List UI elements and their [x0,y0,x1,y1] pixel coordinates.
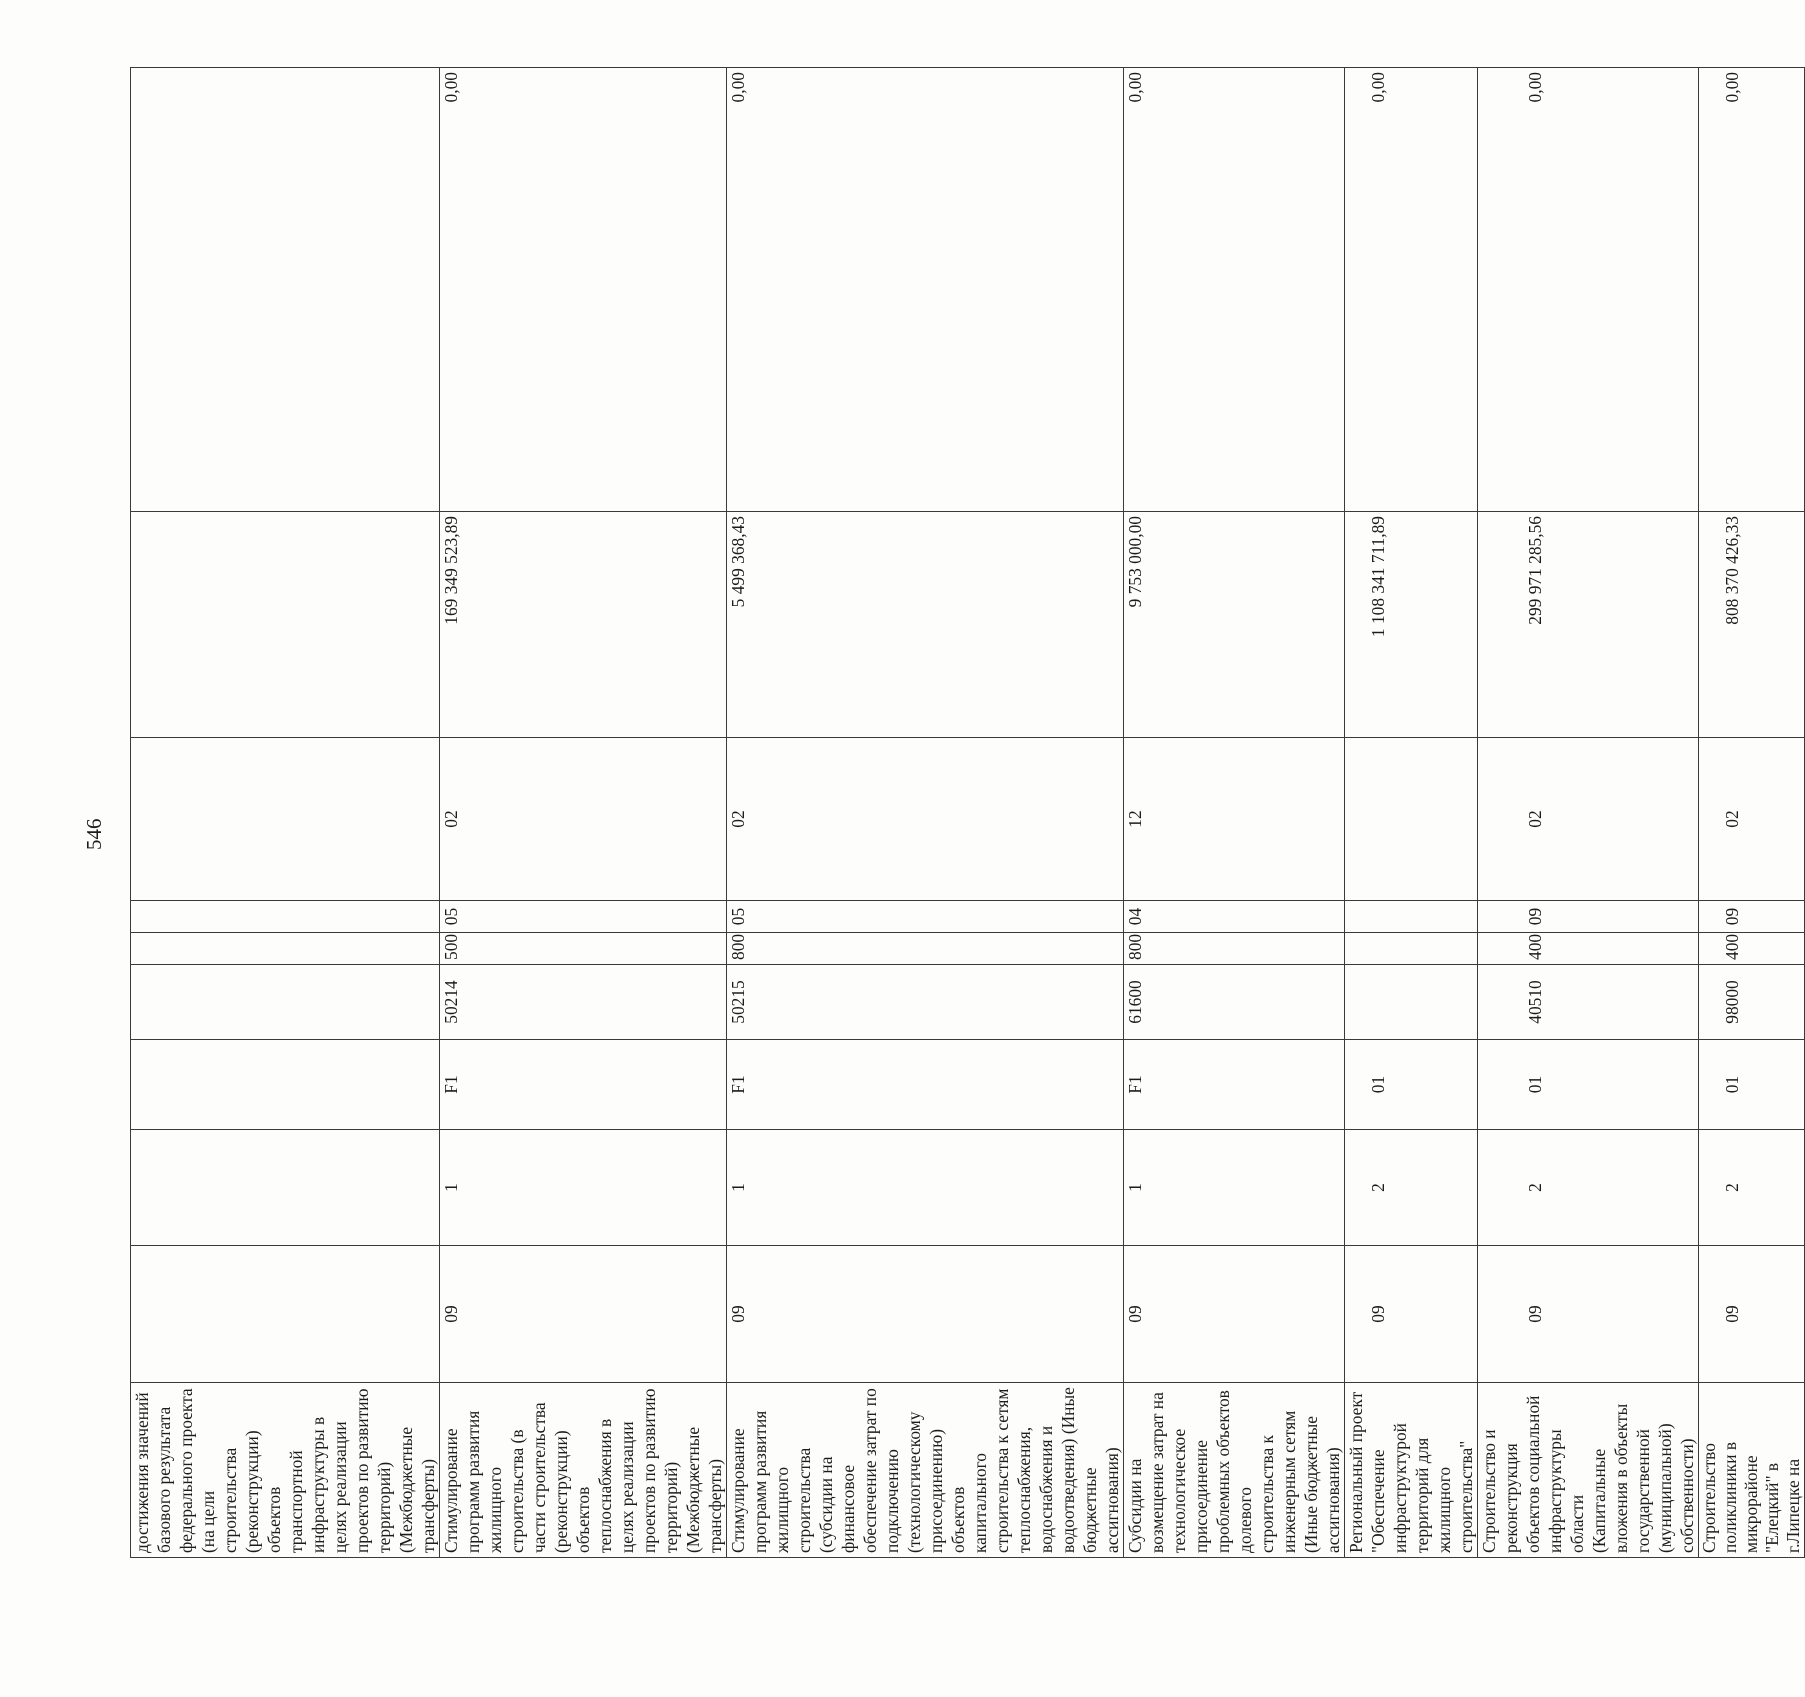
code-subprogram: 2 [1345,1130,1478,1246]
amount-main [131,512,440,738]
code-direction: 50215 [727,965,1124,1040]
code-program: 09 [1478,1246,1699,1383]
code-direction: 61600 [1124,965,1345,1040]
row-description: Строительство поликлиники в микрорайоне "Елецкий" в г.Липецке на [1699,1383,1805,1558]
amount-second: 0,00 [1124,68,1345,512]
amount-main: 169 349 523,89 [440,512,727,738]
code-program: 09 [1345,1246,1478,1383]
code-subsection: 12 [1124,738,1345,901]
code-expense-type: 400 [1478,933,1699,965]
code-program [131,1246,440,1383]
code-subsection: 02 [440,738,727,901]
code-subprogram: 1 [727,1130,1124,1246]
code-project: F1 [440,1040,727,1130]
table-row [1478,68,1699,1558]
table-row [727,68,1124,1558]
code-section: 09 [1478,901,1699,933]
code-direction [1345,965,1478,1040]
code-subprogram: 2 [1478,1130,1699,1246]
amount-second: 0,00 [1699,68,1805,512]
code-section: 05 [727,901,1124,933]
code-expense-type: 500 [440,933,727,965]
code-subsection: 02 [1478,738,1699,901]
row-description: Строительство и реконструкция объектов социальной инфраструктуры области (Капитальные вложения в объекты государственной (муниципальной) собственности) [1478,1383,1699,1558]
amount-second: 0,00 [440,68,727,512]
amount-second [131,68,440,512]
table-row [1124,68,1345,1558]
code-subprogram: 2 [1699,1130,1805,1246]
code-section [1345,901,1478,933]
code-program: 09 [1699,1246,1805,1383]
page-number: 546 [82,818,106,850]
code-subsection: 02 [727,738,1124,901]
code-program: 09 [727,1246,1124,1383]
code-expense-type: 800 [1124,933,1345,965]
code-project [131,1040,440,1130]
code-subprogram: 1 [1124,1130,1345,1246]
code-section: 04 [1124,901,1345,933]
code-section: 05 [440,901,727,933]
amount-second: 0,00 [1478,68,1699,512]
code-section: 09 [1699,901,1805,933]
code-subsection: 02 [1699,738,1805,901]
code-subprogram [131,1130,440,1246]
row-description: Стимулирование программ развития жилищного строительства (в части строительства (реконструкции) объектов теплоснабжения в целях реализации проектов по развитию территорий) (Межбюджетные трансферты) [440,1383,727,1558]
amount-main: 9 753 000,00 [1124,512,1345,738]
code-project: F1 [727,1040,1124,1130]
code-direction: 98000 [1699,965,1805,1040]
code-project: 01 [1478,1040,1699,1130]
code-direction: 50214 [440,965,727,1040]
amount-main: 299 971 285,56 [1478,512,1699,738]
table-row [1699,68,1805,1558]
code-expense-type: 800 [727,933,1124,965]
table-row [440,68,727,1558]
table-row [1345,68,1478,1558]
code-subsection [131,738,440,901]
row-description: Региональный проект "Обеспечение инфраструктурой территорий для жилищного строительства" [1345,1383,1478,1558]
code-subprogram: 1 [440,1130,727,1246]
code-project: 01 [1699,1040,1805,1130]
code-expense-type [1345,933,1478,965]
amount-main: 5 499 368,43 [727,512,1124,738]
code-program: 09 [1124,1246,1345,1383]
budget-table-rotated [130,68,1803,1558]
code-project: 01 [1345,1040,1478,1130]
row-description: Стимулирование программ развития жилищного строительства (субсидии на финансовое обеспечение затрат по подключению (технологическому присоединению) объектов капитального строительства к сетям теплоснабжения, водоснабжения и водоотведения) (Иные бюджетные ассигнования) [727,1383,1124,1558]
row-description: Субсидии на возмещение затрат на технологическое присоединение проблемных объектов долевого строительства к инженерным сетям (Иные бюджетные ассигнования) [1124,1383,1345,1558]
code-expense-type [131,933,440,965]
amount-second: 0,00 [727,68,1124,512]
amount-main: 1 108 341 711,89 [1345,512,1478,738]
code-section [131,901,440,933]
code-expense-type: 400 [1699,933,1805,965]
row-description: достижения значений базового результата федерального проекта (на цели строительства (реконструкции) объектов транспортной инфраструктуры в целях реализации проектов по развитию территорий) (Межбюджетные трансферты) [131,1383,440,1558]
budget-table [130,67,1805,1558]
amount-main: 808 370 426,33 [1699,512,1805,738]
code-direction [131,965,440,1040]
table-row [131,68,440,1558]
code-subsection [1345,738,1478,901]
code-direction: 40510 [1478,965,1699,1040]
code-program: 09 [440,1246,727,1383]
code-project: F1 [1124,1040,1345,1130]
amount-second: 0,00 [1345,68,1478,512]
